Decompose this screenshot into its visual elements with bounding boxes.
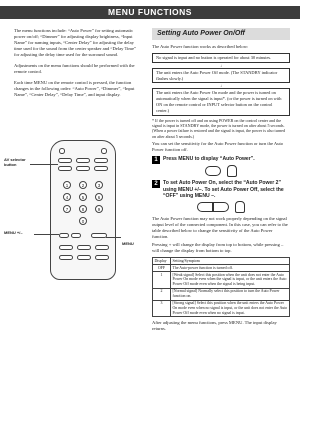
- closing-text: After adjusting the menu functions, press MENU. The input display returns.: [152, 320, 277, 332]
- auto-power-flowchart: [152, 53, 290, 116]
- table-row: [153, 300, 290, 317]
- digit-button: 5: [79, 193, 87, 201]
- remote-illustration: [0, 140, 150, 420]
- remote-button-icon: [77, 255, 91, 260]
- step-1: [152, 156, 290, 164]
- av-selector-pill: [76, 158, 90, 163]
- menu-key-icon: [91, 233, 107, 238]
- menu-key-illustration: [152, 164, 290, 178]
- intro-paragraph-1: The menu functions include: “Auto Power” for setting automatic power on/off; “Dimmer” for adjusting display brightness, “Input Name” for naming inputs, “Center Delay” for adjusting the delay time used for the sound from the center speaker and “Delay Time” for adjusting the delay time used for the surround sound.: [14, 28, 137, 58]
- page-title-banner: MENU FUNCTIONS: [0, 6, 300, 19]
- sensitivity-table: [152, 257, 290, 317]
- remote-button-icon: [59, 255, 73, 260]
- av-selector-pill: [94, 158, 108, 163]
- digit-button: 4: [63, 193, 71, 201]
- intro-text-column: [14, 28, 140, 103]
- footnote: * If the power is turned off and on using POWER on the control center and the signal is input in STANDBY mode, the power is turned on after about 5 seconds. (When a power failure is restored and the signal is input, the power is also turned on after about 5 seconds.): [152, 117, 286, 139]
- step-number-badge: 1: [152, 156, 160, 164]
- table-cell-setting: The Auto-power function is turned off.: [171, 265, 290, 272]
- menu-key-icon: [205, 166, 221, 176]
- remote-control-body: [50, 140, 116, 280]
- table-row: [153, 265, 290, 272]
- step-1-text: Press MENU to display “Auto Power”.: [163, 156, 255, 163]
- digit-button: 2: [79, 181, 87, 189]
- digit-button: 8: [79, 205, 87, 213]
- menu-plus-key-icon: [213, 202, 229, 212]
- digit-button: 3: [95, 181, 103, 189]
- menu-plus-minus-key-illustration: [152, 200, 290, 214]
- digit-button: 6: [95, 193, 103, 201]
- digit-button: 9: [95, 205, 103, 213]
- auto-power-section: [152, 28, 290, 333]
- step-2-text: To set Auto Power On, select the “Auto Power 2” using MENU +/–. To set Auto Power Off, select the “OFF” using MENU –.: [163, 180, 284, 200]
- table-cell-setting: [Normal signal] Normally select this position to turn the Auto Power function on.: [171, 288, 290, 300]
- step-number-badge: 2: [152, 180, 160, 188]
- hand-press-icon: [227, 165, 237, 177]
- remote-button-icon: [95, 245, 109, 250]
- av-selector-pill: [76, 166, 90, 171]
- auto-power-note: The Auto Power function may not work properly depending on the signal output level of the connected component. In this case, you can refer to the table described below to change the sensitivity of the Auto Power function.: [152, 215, 288, 239]
- av-selector-label: AV selector button: [4, 157, 26, 167]
- intro-paragraph-2: Adjustments on the menu functions should be performed with the remote control.: [14, 63, 135, 75]
- digit-button: 1: [63, 181, 71, 189]
- flow-box-1: No signal is input and no button is operated for about 30 minutes.: [152, 53, 290, 63]
- table-cell-display: 1: [153, 272, 171, 289]
- remote-button-icon: [59, 245, 73, 250]
- hand-press-icon: [235, 201, 245, 213]
- table-cell-display: 2: [153, 288, 171, 300]
- sensitivity-text: You can set the sensitivity for the Auto Power function or turn the Auto Power function off.: [152, 141, 284, 153]
- standby-button-icon: [101, 148, 107, 154]
- table-cell-display: 3: [153, 300, 171, 317]
- menu-plus-minus-label: MENU +/–: [4, 230, 23, 235]
- section-title: Setting Auto Power On/Off: [152, 28, 290, 40]
- table-header-cell: Setting/Symptom: [171, 258, 290, 265]
- table-cell-setting: [Weak signal] Select this position when the unit does not enter the Auto Power On mode even when the signal is input, or the unit enters the Auto Power Off mode even when the signal is being input.: [171, 272, 290, 289]
- av-selector-leader-line: [30, 164, 58, 165]
- av-selector-pill: [58, 166, 72, 171]
- av-selector-pill: [58, 158, 72, 163]
- menu-label: MENU: [122, 241, 134, 246]
- menu-minus-key-icon: [197, 202, 213, 212]
- digit-button: 0: [79, 217, 87, 225]
- flow-box-3: The unit enters the Auto Power On mode and the power is turned on automatically when the signal is input*. (or the power is turned on with ON on the remote control or INPUT selector button on the control center.): [152, 88, 290, 115]
- power-button-icon: [59, 148, 65, 154]
- press-direction-note: Pressing + will change the display from top to bottom, while pressing – will change the display from bottom to top.: [152, 242, 284, 254]
- table-row: [153, 272, 290, 289]
- flow-arrow-icon: ↓: [220, 83, 222, 89]
- intro-paragraph-3: Each time MENU on the remote control is pressed, the function changes in the following order: “Auto Power”, “Dimmer”, “Input Name”, “Center Delay”, “Delay Time”, and input display.: [14, 79, 135, 98]
- av-selector-pill: [94, 166, 108, 171]
- table-header-cell: Display: [153, 258, 171, 265]
- remote-button-icon: [95, 255, 109, 260]
- remote-button-icon: [77, 245, 91, 250]
- flow-box-2: The unit enters the Auto Power Off mode. (The STANDBY indicator flashes slowly.): [152, 68, 290, 84]
- table-header-row: [153, 258, 290, 265]
- digit-button: 7: [63, 205, 71, 213]
- menu-minus-key-icon: [59, 233, 69, 238]
- section-intro: The Auto Power function works as described below:: [152, 44, 249, 49]
- menu-plus-key-icon: [71, 233, 81, 238]
- menu-plus-minus-leader-line: [34, 234, 59, 235]
- table-cell-display: OFF: [153, 265, 171, 272]
- table-cell-setting: [Strong signal] Select this position when the unit enters the Auto Power On mode even when no signal is input, or the unit does not enter the Auto Power Off mode even when no signal is input.: [171, 300, 290, 317]
- flow-arrow-icon: ↓: [220, 62, 222, 68]
- menu-leader-line: [106, 237, 121, 238]
- step-2: [152, 180, 290, 199]
- table-row: [153, 288, 290, 300]
